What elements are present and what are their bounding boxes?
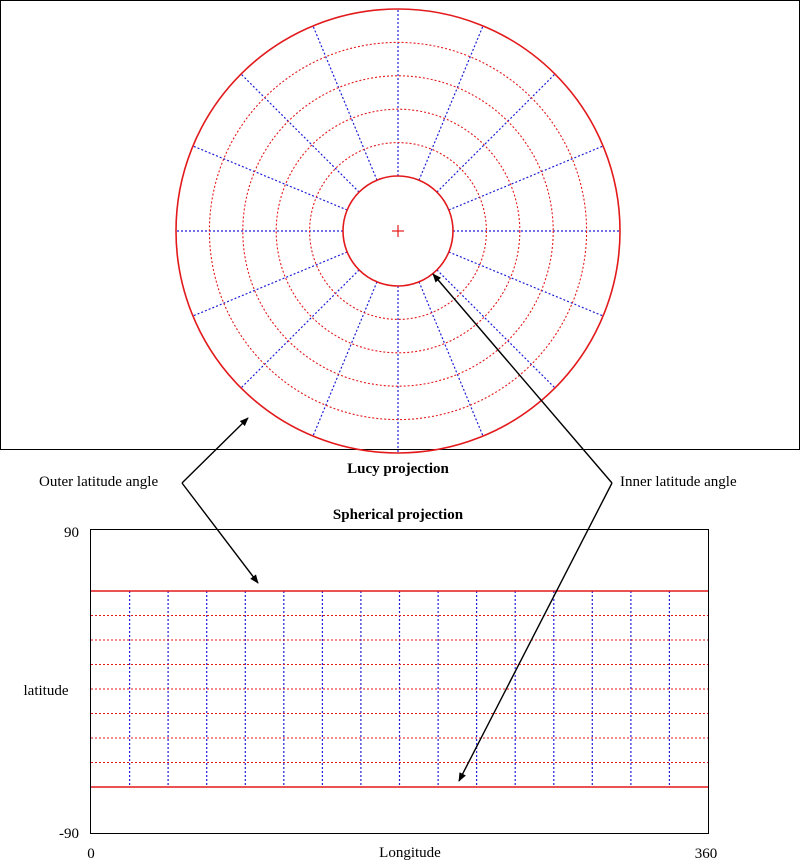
spherical-frame (91, 530, 709, 834)
inner-latitude-label: Inner latitude angle (620, 474, 737, 490)
y-bottom-label: -90 (59, 826, 79, 842)
inner-arrow-to-circle (433, 274, 612, 483)
outer-arrow-to-circle (182, 418, 248, 483)
lucy-meridian-line (449, 252, 603, 316)
lucy-meridian-line (193, 252, 347, 316)
outer-latitude-label: Outer latitude angle (39, 474, 159, 490)
lucy-meridian-line (313, 26, 377, 180)
lucy-meridian-line (437, 270, 555, 388)
inner-arrow-to-band (459, 483, 612, 781)
x-left-label: 0 (87, 846, 95, 861)
x-right-label: 360 (694, 846, 718, 861)
lucy-meridian-line (241, 270, 359, 388)
outer-arrow-to-band (182, 483, 258, 583)
spherical-panel (24, 507, 718, 861)
annotations (39, 274, 737, 781)
lucy-meridian-line (419, 26, 483, 180)
lucy-meridian-line (419, 282, 483, 436)
lucy-meridian-line (313, 282, 377, 436)
x-axis-label: Longitude (379, 845, 441, 861)
y-top-label: 90 (64, 525, 79, 541)
lucy-panel (1, 1, 800, 478)
lucy-meridian-line (193, 146, 347, 210)
lucy-meridian-line (449, 146, 603, 210)
y-axis-label: latitude (23, 683, 69, 699)
lucy-meridian-line (437, 74, 555, 192)
lucy-meridian-line (241, 74, 359, 192)
lucy-title: Lucy projection (347, 461, 449, 477)
spherical-title: Spherical projection (332, 507, 464, 523)
